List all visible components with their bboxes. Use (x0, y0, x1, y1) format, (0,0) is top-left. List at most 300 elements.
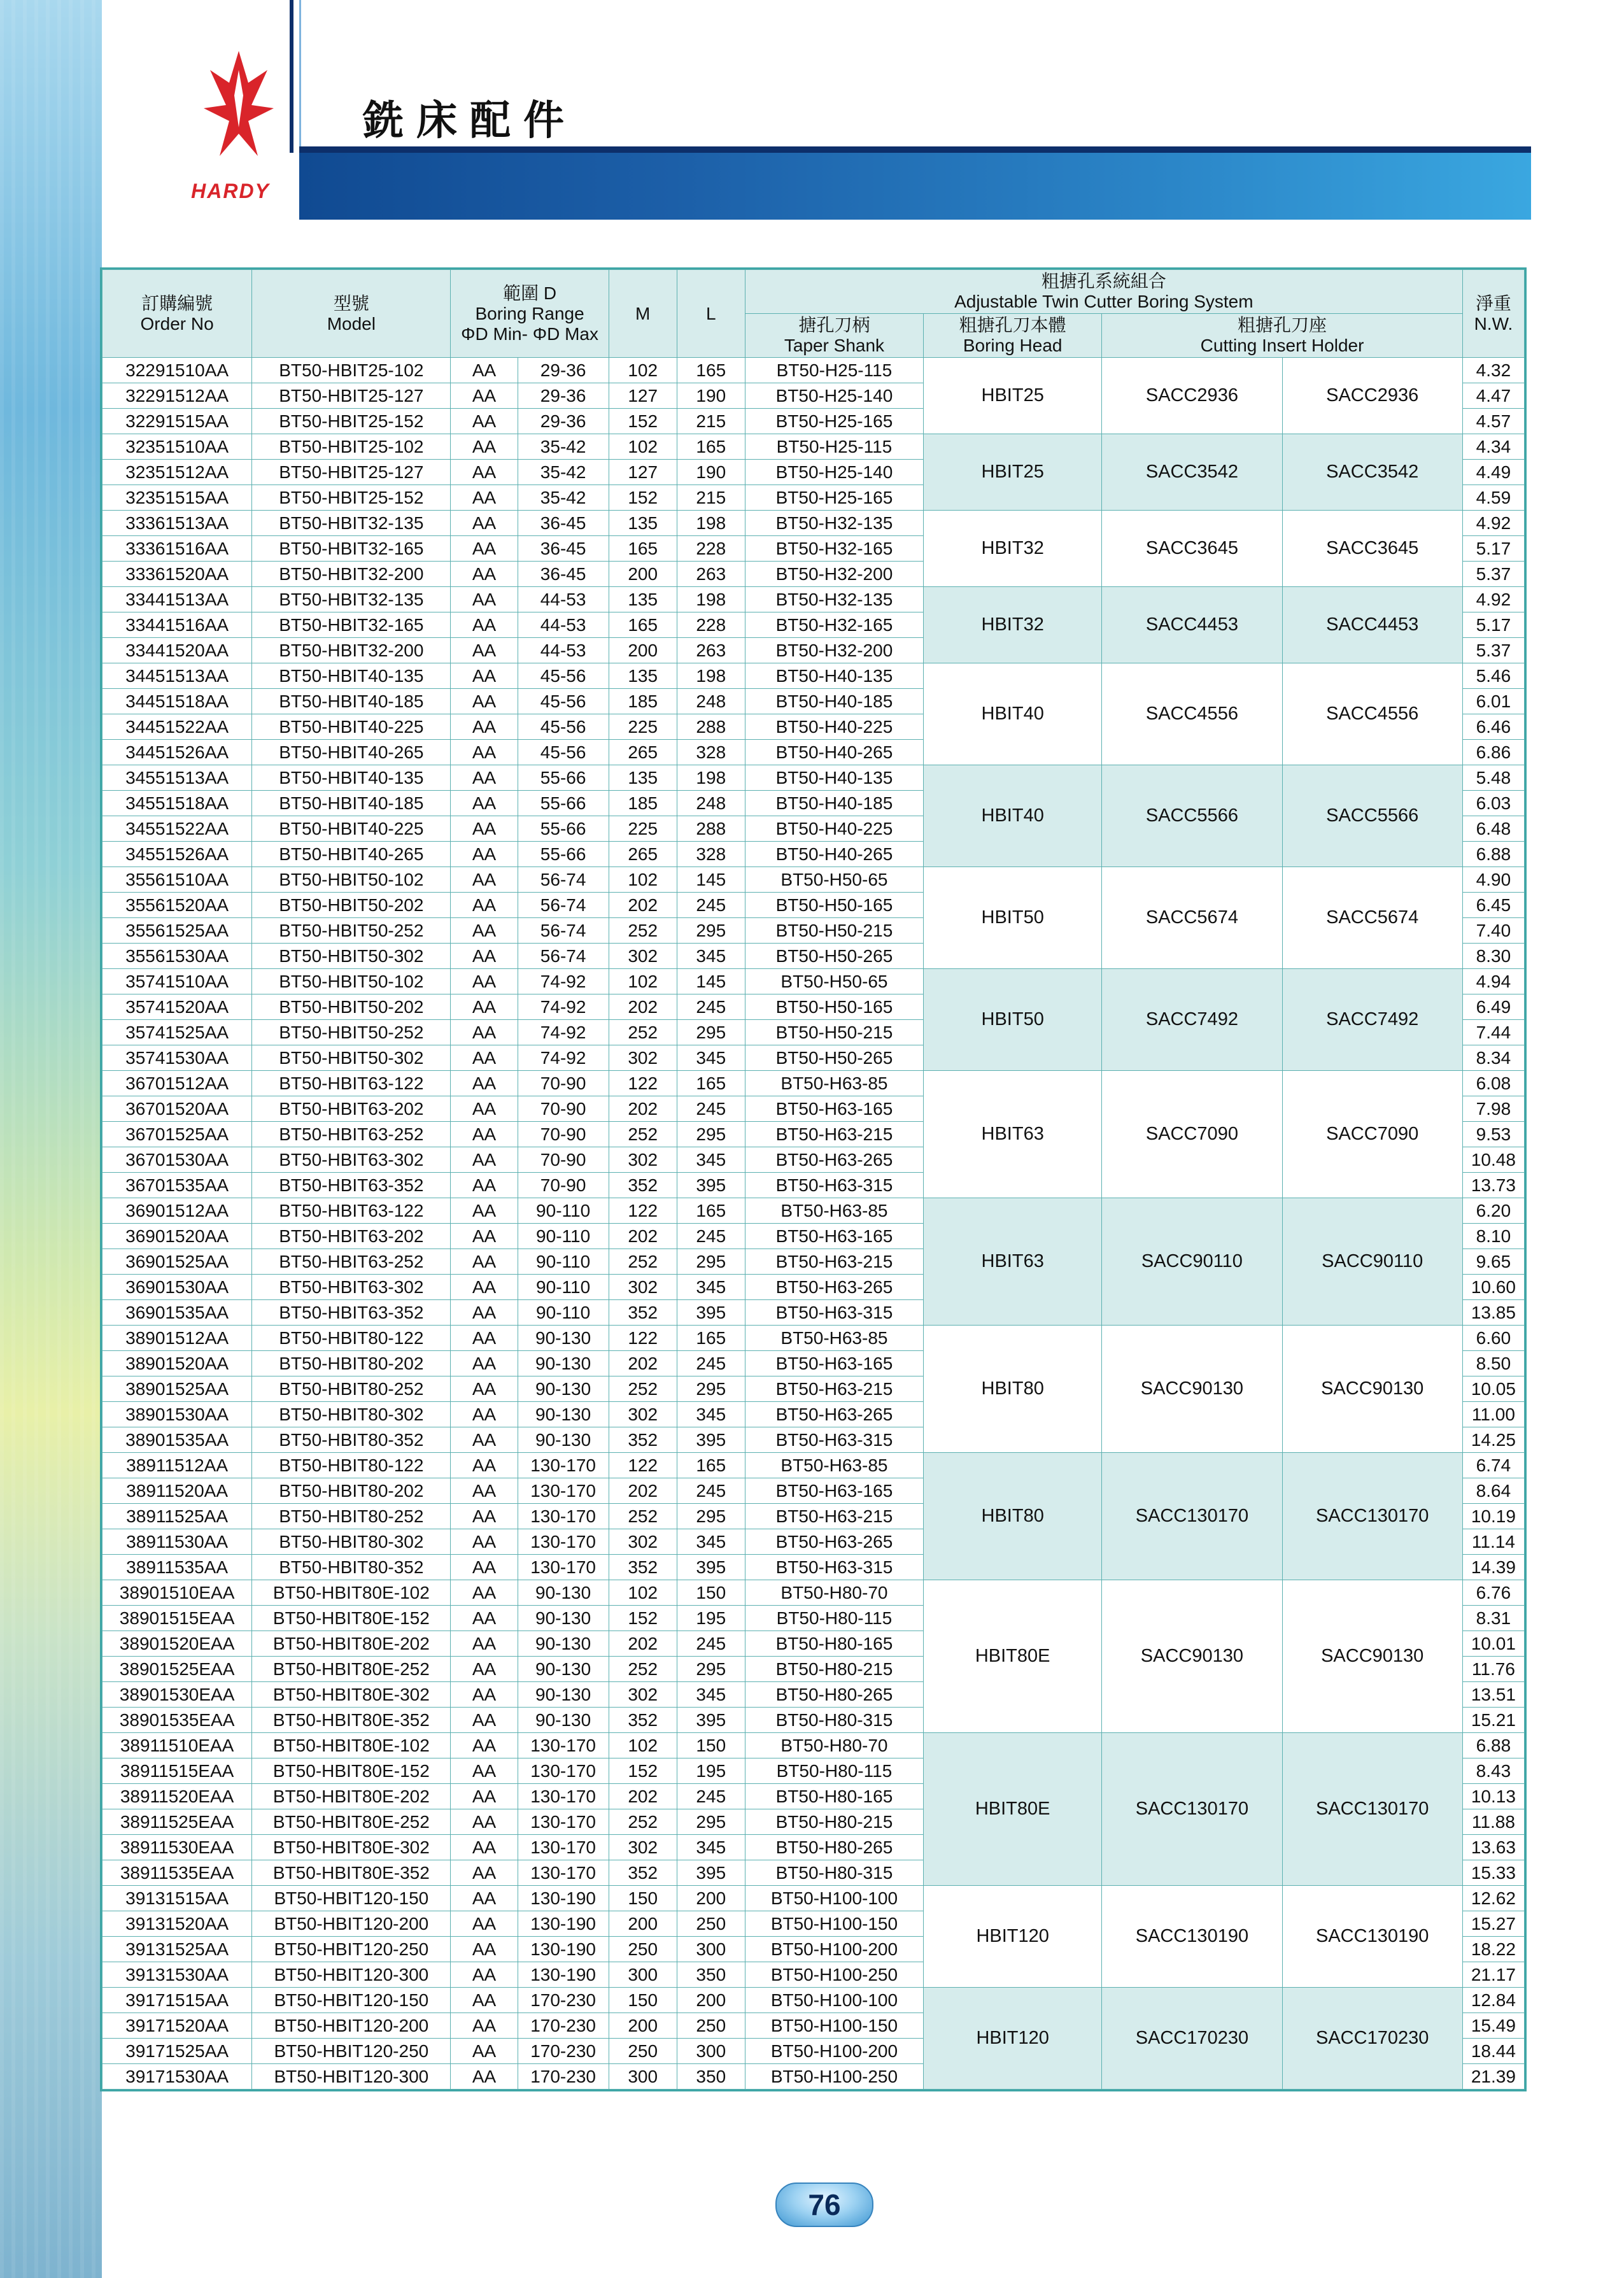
header-bar (102, 146, 1531, 220)
cell-taper-shank: BT50-H63-315 (745, 1555, 923, 1580)
cell-model: BT50-HBIT32-135 (252, 511, 451, 536)
cell-range-code: AA (451, 842, 518, 867)
cell-range-code: AA (451, 1427, 518, 1453)
cell-m: 200 (609, 638, 677, 663)
cell-range: 55-66 (518, 816, 609, 842)
cell-taper-shank: BT50-H63-215 (745, 1249, 923, 1275)
cell-range-code: AA (451, 536, 518, 562)
cell-range-code: AA (451, 409, 518, 434)
cell-range: 36-45 (518, 562, 609, 587)
cell-model: BT50-HBIT80-352 (252, 1555, 451, 1580)
cell-model: BT50-HBIT40-225 (252, 714, 451, 740)
cell-insert-holder-b: SACC90130 (1282, 1326, 1462, 1453)
cell-l: 245 (677, 1351, 745, 1376)
cell-m: 122 (609, 1198, 677, 1224)
cell-l: 295 (677, 1504, 745, 1529)
cell-taper-shank: BT50-H40-135 (745, 663, 923, 689)
cell-range-code: AA (451, 434, 518, 460)
cell-l: 288 (677, 714, 745, 740)
cell-m: 202 (609, 1784, 677, 1809)
cell-m: 202 (609, 893, 677, 918)
cell-range: 90-110 (518, 1224, 609, 1249)
cell-range-code: AA (451, 562, 518, 587)
cell-l: 165 (677, 434, 745, 460)
cell-m: 252 (609, 1020, 677, 1045)
cell-model: BT50-HBIT80-252 (252, 1504, 451, 1529)
cell-insert-holder-a: SACC3542 (1102, 434, 1282, 511)
cell-taper-shank: BT50-H80-115 (745, 1606, 923, 1631)
cell-range: 74-92 (518, 994, 609, 1020)
cell-l: 395 (677, 1708, 745, 1733)
cell-nw: 11.76 (1462, 1657, 1524, 1682)
table-row (102, 1453, 1525, 1478)
cell-l: 165 (677, 1326, 745, 1351)
cell-insert-holder-a: SACC2936 (1102, 358, 1282, 434)
cell-m: 102 (609, 358, 677, 383)
cell-m: 352 (609, 1300, 677, 1326)
cell-taper-shank: BT50-H100-150 (745, 2013, 923, 2039)
cell-l: 150 (677, 1580, 745, 1606)
cell-l: 395 (677, 1300, 745, 1326)
cell-range: 74-92 (518, 969, 609, 994)
cell-nw: 4.92 (1462, 511, 1524, 536)
col-boring-range: 範圍 D Boring Range ΦD Min- ΦD Max (451, 270, 609, 358)
cell-l: 198 (677, 587, 745, 612)
cell-model: BT50-HBIT50-102 (252, 867, 451, 893)
cell-order-no: 38901530EAA (102, 1682, 252, 1708)
cell-m: 135 (609, 587, 677, 612)
cell-order-no: 39171515AA (102, 1988, 252, 2013)
cell-model: BT50-HBIT80E-102 (252, 1733, 451, 1758)
cell-taper-shank: BT50-H50-65 (745, 969, 923, 994)
cell-taper-shank: BT50-H40-225 (745, 816, 923, 842)
cell-l: 345 (677, 944, 745, 969)
cell-m: 165 (609, 612, 677, 638)
cell-range: 130-170 (518, 1835, 609, 1860)
cell-boring-head: HBIT25 (924, 358, 1102, 434)
cell-taper-shank: BT50-H80-115 (745, 1758, 923, 1784)
cell-range-code: AA (451, 511, 518, 536)
cell-range-code: AA (451, 1784, 518, 1809)
cell-range-code: AA (451, 1835, 518, 1860)
col-m: M (609, 270, 677, 358)
cell-taper-shank: BT50-H100-200 (745, 2039, 923, 2064)
cell-order-no: 39171520AA (102, 2013, 252, 2039)
cell-boring-head: HBIT32 (924, 587, 1102, 663)
cell-order-no: 35741525AA (102, 1020, 252, 1045)
cell-nw: 4.34 (1462, 434, 1524, 460)
cell-range-code: AA (451, 1555, 518, 1580)
cell-order-no: 38911530AA (102, 1529, 252, 1555)
cell-m: 302 (609, 1402, 677, 1427)
cell-nw: 6.45 (1462, 893, 1524, 918)
cell-m: 252 (609, 1122, 677, 1147)
cell-range-code: AA (451, 1809, 518, 1835)
cell-insert-holder-b: SACC130170 (1282, 1453, 1462, 1580)
cell-range-code: AA (451, 1860, 518, 1886)
cell-taper-shank: BT50-H100-100 (745, 1886, 923, 1911)
cell-range: 35-42 (518, 434, 609, 460)
cell-order-no: 36901530AA (102, 1275, 252, 1300)
cell-range: 130-170 (518, 1453, 609, 1478)
cell-m: 302 (609, 1529, 677, 1555)
cell-range-code: AA (451, 1631, 518, 1657)
cell-taper-shank: BT50-H63-265 (745, 1529, 923, 1555)
table-row (102, 1071, 1525, 1096)
cell-l: 245 (677, 994, 745, 1020)
cell-nw: 4.92 (1462, 587, 1524, 612)
cell-model: BT50-HBIT25-127 (252, 383, 451, 409)
cell-m: 250 (609, 1937, 677, 1962)
cell-model: BT50-HBIT32-165 (252, 612, 451, 638)
cell-range: 90-130 (518, 1580, 609, 1606)
cell-insert-holder-a: SACC90130 (1102, 1580, 1282, 1733)
cell-insert-holder-b: SACC7090 (1282, 1071, 1462, 1198)
cell-m: 265 (609, 842, 677, 867)
cell-boring-head: HBIT80 (924, 1453, 1102, 1580)
cell-insert-holder-a: SACC170230 (1102, 1988, 1282, 2090)
cell-taper-shank: BT50-H63-315 (745, 1300, 923, 1326)
cell-range: 130-170 (518, 1504, 609, 1529)
cell-range-code: AA (451, 1045, 518, 1071)
cell-range: 44-53 (518, 638, 609, 663)
cell-nw: 8.64 (1462, 1478, 1524, 1504)
cell-model: BT50-HBIT50-202 (252, 893, 451, 918)
cell-model: BT50-HBIT120-300 (252, 2064, 451, 2090)
cell-m: 202 (609, 1224, 677, 1249)
cell-range: 90-130 (518, 1682, 609, 1708)
cell-range: 130-170 (518, 1860, 609, 1886)
cell-model: BT50-HBIT80E-152 (252, 1758, 451, 1784)
col-system: 粗搪孔系統組合 Adjustable Twin Cutter Boring System (745, 270, 1462, 314)
cell-model: BT50-HBIT25-152 (252, 409, 451, 434)
cell-order-no: 36701520AA (102, 1096, 252, 1122)
cell-nw: 15.21 (1462, 1708, 1524, 1733)
cell-l: 345 (677, 1529, 745, 1555)
cell-model: BT50-HBIT120-300 (252, 1962, 451, 1988)
cell-nw: 8.31 (1462, 1606, 1524, 1631)
cell-range: 56-74 (518, 918, 609, 944)
cell-l: 295 (677, 1122, 745, 1147)
cell-l: 190 (677, 383, 745, 409)
cell-l: 145 (677, 969, 745, 994)
cell-model: BT50-HBIT40-135 (252, 765, 451, 791)
cell-m: 302 (609, 1682, 677, 1708)
cell-taper-shank: BT50-H100-150 (745, 1911, 923, 1937)
cell-nw: 10.05 (1462, 1376, 1524, 1402)
cell-taper-shank: BT50-H50-265 (745, 1045, 923, 1071)
cell-nw: 8.10 (1462, 1224, 1524, 1249)
cell-model: BT50-HBIT80E-352 (252, 1708, 451, 1733)
cell-nw: 13.63 (1462, 1835, 1524, 1860)
cell-insert-holder-b: SACC2936 (1282, 358, 1462, 434)
cell-range: 56-74 (518, 944, 609, 969)
cell-l: 300 (677, 2039, 745, 2064)
cell-l: 215 (677, 409, 745, 434)
cell-order-no: 33361520AA (102, 562, 252, 587)
cell-m: 252 (609, 1249, 677, 1275)
table-row (102, 1198, 1525, 1224)
cell-l: 245 (677, 893, 745, 918)
cell-model: BT50-HBIT25-152 (252, 485, 451, 511)
table-row (102, 1886, 1525, 1911)
cell-nw: 4.49 (1462, 460, 1524, 485)
cell-m: 250 (609, 2039, 677, 2064)
cell-range-code: AA (451, 1326, 518, 1351)
cell-order-no: 34551522AA (102, 816, 252, 842)
cell-insert-holder-b: SACC3542 (1282, 434, 1462, 511)
cell-m: 352 (609, 1555, 677, 1580)
cell-nw: 15.27 (1462, 1911, 1524, 1937)
cell-insert-holder-b: SACC90130 (1282, 1580, 1462, 1733)
cell-model: BT50-HBIT50-102 (252, 969, 451, 994)
cell-order-no: 36901512AA (102, 1198, 252, 1224)
cell-range-code: AA (451, 1478, 518, 1504)
cell-nw: 7.98 (1462, 1096, 1524, 1122)
col-nw: 淨重 N.W. (1462, 270, 1524, 358)
cell-taper-shank: BT50-H50-65 (745, 867, 923, 893)
cell-range: 56-74 (518, 893, 609, 918)
cell-m: 102 (609, 1733, 677, 1758)
cell-model: BT50-HBIT80E-252 (252, 1657, 451, 1682)
cell-m: 202 (609, 1096, 677, 1122)
cell-boring-head: HBIT40 (924, 663, 1102, 765)
cell-order-no: 36901525AA (102, 1249, 252, 1275)
cell-range-code: AA (451, 740, 518, 765)
cell-range: 35-42 (518, 460, 609, 485)
cell-insert-holder-a: SACC7090 (1102, 1071, 1282, 1198)
cell-l: 250 (677, 1911, 745, 1937)
cell-nw: 5.17 (1462, 612, 1524, 638)
cell-nw: 6.08 (1462, 1071, 1524, 1096)
cell-nw: 9.65 (1462, 1249, 1524, 1275)
cell-model: BT50-HBIT80E-202 (252, 1631, 451, 1657)
cell-range-code: AA (451, 765, 518, 791)
cell-m: 302 (609, 1147, 677, 1173)
cell-order-no: 38911525EAA (102, 1809, 252, 1835)
cell-model: BT50-HBIT80E-352 (252, 1860, 451, 1886)
cell-order-no: 35561530AA (102, 944, 252, 969)
cell-insert-holder-b: SACC5566 (1282, 765, 1462, 867)
cell-m: 135 (609, 765, 677, 791)
cell-boring-head: HBIT40 (924, 765, 1102, 867)
cell-order-no: 38911515EAA (102, 1758, 252, 1784)
cell-order-no: 32291515AA (102, 409, 252, 434)
cell-m: 152 (609, 1606, 677, 1631)
cell-order-no: 38911520EAA (102, 1784, 252, 1809)
cell-l: 345 (677, 1045, 745, 1071)
cell-order-no: 38901512AA (102, 1326, 252, 1351)
cell-order-no: 35741510AA (102, 969, 252, 994)
cell-l: 345 (677, 1275, 745, 1300)
cell-order-no: 34451518AA (102, 689, 252, 714)
cell-range: 35-42 (518, 485, 609, 511)
cell-order-no: 35741520AA (102, 994, 252, 1020)
col-l: L (677, 270, 745, 358)
cell-model: BT50-HBIT80E-202 (252, 1784, 451, 1809)
cell-m: 150 (609, 1886, 677, 1911)
cell-taper-shank: BT50-H32-135 (745, 587, 923, 612)
table-row (102, 1733, 1525, 1758)
cell-range: 90-110 (518, 1198, 609, 1224)
cell-range-code: AA (451, 1351, 518, 1376)
cell-model: BT50-HBIT25-102 (252, 358, 451, 383)
cell-order-no: 38901530AA (102, 1402, 252, 1427)
cell-taper-shank: BT50-H50-215 (745, 918, 923, 944)
cell-m: 352 (609, 1173, 677, 1198)
cell-nw: 10.13 (1462, 1784, 1524, 1809)
cell-taper-shank: BT50-H100-200 (745, 1937, 923, 1962)
cell-nw: 15.49 (1462, 2013, 1524, 2039)
cell-taper-shank: BT50-H80-265 (745, 1682, 923, 1708)
cell-l: 295 (677, 1809, 745, 1835)
cell-l: 245 (677, 1224, 745, 1249)
cell-m: 127 (609, 383, 677, 409)
cell-range-code: AA (451, 1529, 518, 1555)
cell-taper-shank: BT50-H63-265 (745, 1147, 923, 1173)
cell-range: 56-74 (518, 867, 609, 893)
cell-model: BT50-HBIT80E-252 (252, 1809, 451, 1835)
cell-model: BT50-HBIT63-302 (252, 1275, 451, 1300)
cell-taper-shank: BT50-H80-70 (745, 1580, 923, 1606)
cell-taper-shank: BT50-H25-140 (745, 383, 923, 409)
cell-nw: 6.48 (1462, 816, 1524, 842)
cell-range-code: AA (451, 383, 518, 409)
cell-range: 130-190 (518, 1911, 609, 1937)
cell-nw: 13.51 (1462, 1682, 1524, 1708)
cell-range: 90-130 (518, 1427, 609, 1453)
cell-model: BT50-HBIT63-202 (252, 1224, 451, 1249)
cell-l: 328 (677, 740, 745, 765)
cell-model: BT50-HBIT80E-102 (252, 1580, 451, 1606)
cell-taper-shank: BT50-H32-135 (745, 511, 923, 536)
cell-range: 130-170 (518, 1758, 609, 1784)
cell-range-code: AA (451, 1606, 518, 1631)
cell-boring-head: HBIT120 (924, 1988, 1102, 2090)
cell-order-no: 32351515AA (102, 485, 252, 511)
cell-l: 295 (677, 1249, 745, 1275)
cell-model: BT50-HBIT40-185 (252, 689, 451, 714)
table-row (102, 587, 1525, 612)
cell-range-code: AA (451, 1453, 518, 1478)
cell-range: 70-90 (518, 1071, 609, 1096)
cell-m: 200 (609, 2013, 677, 2039)
cell-l: 345 (677, 1835, 745, 1860)
col-model: 型號 Model (252, 270, 451, 358)
cell-insert-holder-a: SACC4453 (1102, 587, 1282, 663)
cell-m: 102 (609, 1580, 677, 1606)
cell-range-code: AA (451, 612, 518, 638)
cell-nw: 11.88 (1462, 1809, 1524, 1835)
cell-model: BT50-HBIT120-250 (252, 1937, 451, 1962)
cell-order-no: 35561510AA (102, 867, 252, 893)
cell-model: BT50-HBIT120-200 (252, 1911, 451, 1937)
cell-order-no: 36701512AA (102, 1071, 252, 1096)
cell-range-code: AA (451, 1224, 518, 1249)
cell-nw: 6.46 (1462, 714, 1524, 740)
cell-nw: 6.20 (1462, 1198, 1524, 1224)
cell-range-code: AA (451, 1071, 518, 1096)
cell-nw: 14.25 (1462, 1427, 1524, 1453)
cell-nw: 5.48 (1462, 765, 1524, 791)
cell-range: 170-230 (518, 2039, 609, 2064)
cell-range: 130-170 (518, 1809, 609, 1835)
cell-taper-shank: BT50-H80-315 (745, 1860, 923, 1886)
cell-m: 300 (609, 2064, 677, 2090)
cell-boring-head: HBIT63 (924, 1198, 1102, 1326)
cell-model: BT50-HBIT50-302 (252, 944, 451, 969)
cell-m: 302 (609, 1275, 677, 1300)
cell-l: 300 (677, 1937, 745, 1962)
cell-range: 70-90 (518, 1122, 609, 1147)
cell-nw: 21.39 (1462, 2064, 1524, 2090)
cell-taper-shank: BT50-H63-315 (745, 1173, 923, 1198)
cell-model: BT50-HBIT63-352 (252, 1173, 451, 1198)
cell-range-code: AA (451, 689, 518, 714)
cell-taper-shank: BT50-H40-265 (745, 842, 923, 867)
cell-order-no: 34451526AA (102, 740, 252, 765)
table-row (102, 663, 1525, 689)
cell-l: 165 (677, 1071, 745, 1096)
cell-taper-shank: BT50-H100-250 (745, 1962, 923, 1988)
cell-l: 190 (677, 460, 745, 485)
cell-range-code: AA (451, 1911, 518, 1937)
cell-order-no: 36701535AA (102, 1173, 252, 1198)
page-title: 銑床配件 (363, 97, 577, 145)
cell-m: 200 (609, 1911, 677, 1937)
cell-taper-shank: BT50-H100-250 (745, 2064, 923, 2090)
cell-m: 127 (609, 460, 677, 485)
col-boring-head: 粗搪孔刀本體 Boring Head (924, 314, 1102, 358)
cell-range: 55-66 (518, 842, 609, 867)
cell-m: 302 (609, 1835, 677, 1860)
cell-m: 225 (609, 816, 677, 842)
cell-taper-shank: BT50-H100-100 (745, 1988, 923, 2013)
cell-range-code: AA (451, 944, 518, 969)
cell-model: BT50-HBIT40-185 (252, 791, 451, 816)
cell-l: 165 (677, 1198, 745, 1224)
cell-l: 350 (677, 2064, 745, 2090)
cell-nw: 4.59 (1462, 485, 1524, 511)
cell-nw: 5.46 (1462, 663, 1524, 689)
col-order-no: 訂購編號 Order No (102, 270, 252, 358)
brand-name: HARDY (191, 180, 270, 202)
cell-nw: 6.49 (1462, 994, 1524, 1020)
cell-m: 352 (609, 1708, 677, 1733)
cell-l: 328 (677, 842, 745, 867)
cell-range: 90-130 (518, 1351, 609, 1376)
cell-nw: 21.17 (1462, 1962, 1524, 1988)
table-row (102, 1580, 1525, 1606)
cell-l: 195 (677, 1606, 745, 1631)
cell-range-code: AA (451, 1733, 518, 1758)
cell-l: 288 (677, 816, 745, 842)
cell-nw: 12.62 (1462, 1886, 1524, 1911)
cell-taper-shank: BT50-H80-265 (745, 1835, 923, 1860)
cell-taper-shank: BT50-H63-165 (745, 1478, 923, 1504)
cell-range: 29-36 (518, 409, 609, 434)
cell-nw: 4.47 (1462, 383, 1524, 409)
cell-l: 395 (677, 1555, 745, 1580)
cell-nw: 6.86 (1462, 740, 1524, 765)
cell-model: BT50-HBIT40-225 (252, 816, 451, 842)
cell-model: BT50-HBIT40-265 (252, 842, 451, 867)
cell-insert-holder-a: SACC5566 (1102, 765, 1282, 867)
cell-order-no: 33361513AA (102, 511, 252, 536)
cell-range-code: AA (451, 1147, 518, 1173)
cell-order-no: 39131525AA (102, 1937, 252, 1962)
table-row (102, 511, 1525, 536)
